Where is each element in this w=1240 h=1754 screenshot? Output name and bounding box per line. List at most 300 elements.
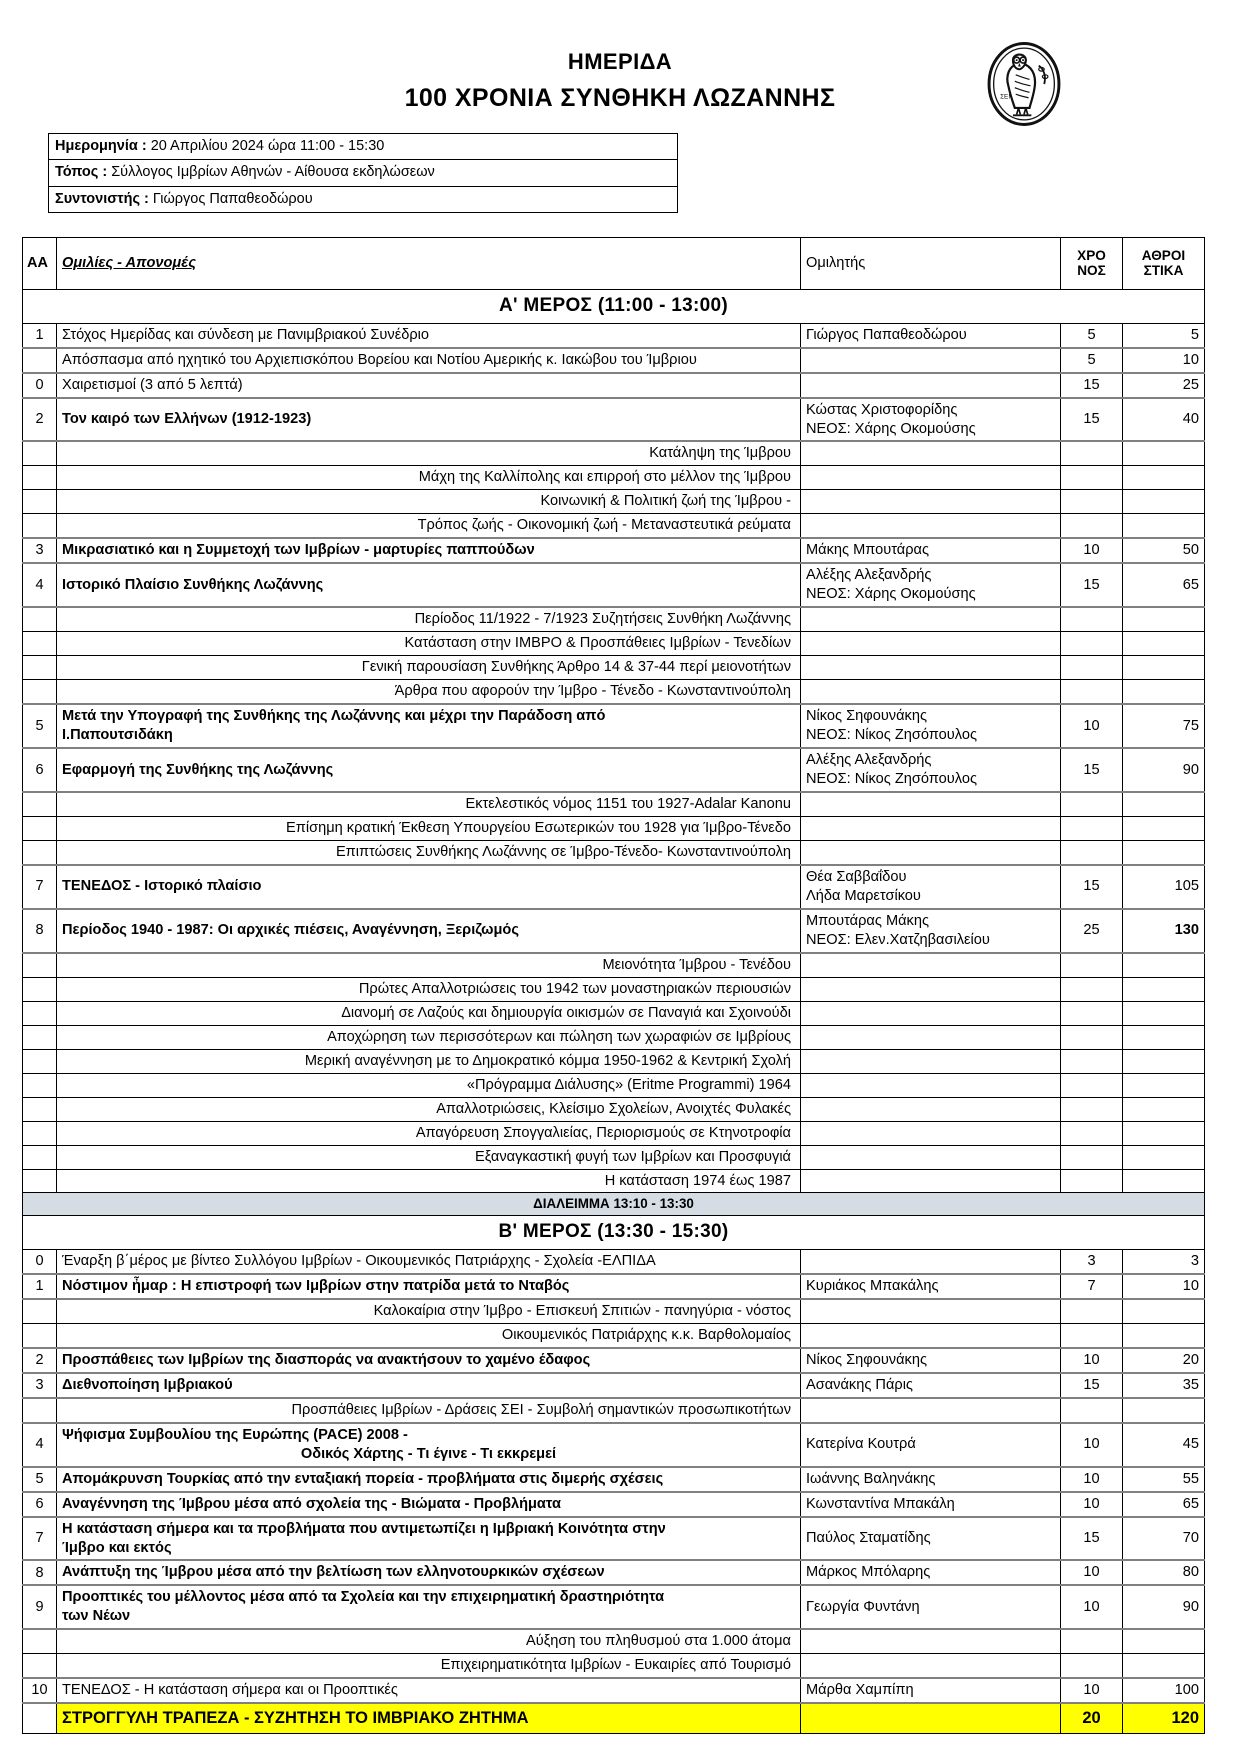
- row-cumulative: [1123, 1398, 1205, 1423]
- row-speaker-line1: Αλέξης Αλεξανδρής: [806, 752, 932, 769]
- row-cumulative: 45: [1123, 1423, 1205, 1467]
- row-cumulative: [1123, 1001, 1205, 1025]
- column-header-cumulative-line1: ΑΘΡΟΙ: [1141, 247, 1186, 263]
- row-speaker: [801, 816, 1061, 840]
- row-duration: 15: [1061, 748, 1123, 792]
- column-header-speaker: Ομιλητής: [801, 237, 1061, 289]
- table-row: [23, 1025, 1205, 1049]
- row-topic: Ανάπτυξη της Ίμβρου μέσα από την βελτίωση των ελληνοτουρκικών σχέσεων: [57, 1560, 801, 1585]
- row-number: 0: [23, 1249, 57, 1273]
- column-header-topic: [57, 237, 801, 289]
- table-row: [23, 865, 1205, 909]
- row-number: 5: [23, 1467, 57, 1492]
- info-place-value: Σύλλογος Ιμβρίων Αθηνών - Αίθουσα εκδηλώσεων: [111, 164, 435, 181]
- row-topic-sub: Αποχώρηση των περισσότερων και πώληση των χωραφιών σε Ιμβρίους: [57, 1025, 801, 1049]
- row-speaker: [801, 748, 1061, 792]
- row-speaker: Κωνσταντίνα Μπακάλη: [801, 1492, 1061, 1517]
- table-row: [23, 538, 1205, 563]
- table-row: [23, 748, 1205, 792]
- info-row-place: [49, 160, 677, 186]
- row-cumulative: 130: [1123, 909, 1205, 953]
- row-cumulative: [1123, 514, 1205, 538]
- row-cumulative: 55: [1123, 1467, 1205, 1492]
- row-speaker-line2: Λήδα Μαρετσίκου: [806, 887, 921, 904]
- row-duration: 15: [1061, 373, 1123, 398]
- row-topic-sub: «Πρόγραμμα Διάλυσης» (Eritme Programmi) 1964: [57, 1073, 801, 1097]
- row-duration: [1061, 953, 1123, 977]
- row-speaker: [801, 490, 1061, 514]
- row-topic-sub: Μάχη της Καλλίπολης και επιρροή στο μέλλον της Ίμβρου: [57, 466, 801, 490]
- row-topic-sub: Απαλλοτριώσεις, Κλείσιμο Σχολείων, Ανοιχτές Φυλακές: [57, 1097, 801, 1121]
- row-duration: [1061, 1629, 1123, 1653]
- row-speaker: [801, 441, 1061, 465]
- row-speaker: [801, 953, 1061, 977]
- row-number: 7: [23, 865, 57, 909]
- info-row-date: [49, 134, 677, 160]
- row-number: 2: [23, 1348, 57, 1373]
- row-topic-sub: Απαγόρευση Σπογγαλιείας, Περιορισμούς σε Κτηνοτροφία: [57, 1121, 801, 1145]
- owl-emblem-icon: [978, 38, 1070, 130]
- row-topic-sub: Γενική παρουσίαση Συνθήκης Άρθρο 14 & 37-44 περί μειονοτήτων: [57, 656, 801, 680]
- row-duration: [1061, 490, 1123, 514]
- row-topic-sub: Κοινωνική & Πολιτική ζωή της Ίμβρου -: [57, 490, 801, 514]
- table-row: [23, 514, 1205, 538]
- break-banner-label: ΔΙΑΛΕΙΜΜΑ 13:10 - 13:30: [23, 1193, 1205, 1215]
- row-speaker-line1: Νίκος Σηφουνάκης: [806, 708, 927, 725]
- row-number: [23, 1703, 57, 1733]
- row-duration: 15: [1061, 563, 1123, 607]
- column-header-topic-label: Ομιλίες - Απονομές: [62, 254, 196, 271]
- row-number: [23, 656, 57, 680]
- row-duration: [1061, 466, 1123, 490]
- row-speaker: [801, 865, 1061, 909]
- row-cumulative: [1123, 490, 1205, 514]
- table-row: [23, 656, 1205, 680]
- row-duration: 15: [1061, 865, 1123, 909]
- table-row: [23, 953, 1205, 977]
- row-speaker: [801, 1654, 1061, 1678]
- row-number: [23, 1001, 57, 1025]
- row-duration: [1061, 656, 1123, 680]
- row-speaker: Κυριάκος Μπακάλης: [801, 1274, 1061, 1299]
- row-topic-sub: Η κατάσταση 1974 έως 1987: [57, 1169, 801, 1193]
- row-topic: Ιστορικό Πλαίσιο Συνθήκης Λωζάννης: [57, 563, 801, 607]
- row-number: 4: [23, 1423, 57, 1467]
- row-number: [23, 1398, 57, 1423]
- column-header-cumulative: [1123, 237, 1205, 289]
- row-duration: 10: [1061, 1678, 1123, 1703]
- row-cumulative: 40: [1123, 398, 1205, 442]
- row-cumulative: [1123, 816, 1205, 840]
- table-row: [23, 1517, 1205, 1561]
- table-row: [23, 1249, 1205, 1273]
- row-speaker: [801, 1145, 1061, 1169]
- table-row: [23, 1373, 1205, 1398]
- row-speaker: [801, 680, 1061, 704]
- row-speaker: [801, 632, 1061, 656]
- row-number: 9: [23, 1585, 57, 1629]
- row-duration: [1061, 1398, 1123, 1423]
- row-topic-sub: Κατάσταση στην ΙΜΒΡΟ & Προσπάθειες Ιμβρίων - Τενεδίων: [57, 632, 801, 656]
- row-duration: 15: [1061, 1517, 1123, 1561]
- row-topic-sub: Οικουμενικός Πατριάρχης κ.κ. Βαρθολομαίος: [57, 1323, 801, 1347]
- row-duration: 10: [1061, 704, 1123, 748]
- row-number: 8: [23, 1560, 57, 1585]
- column-header-duration-line2: ΝΟΣ: [1077, 263, 1106, 279]
- row-cumulative: [1123, 1025, 1205, 1049]
- column-header-duration: [1061, 237, 1123, 289]
- table-row: [23, 1678, 1205, 1703]
- row-duration: [1061, 1049, 1123, 1073]
- row-cumulative: [1123, 792, 1205, 816]
- row-topic-line2: των Νέων: [62, 1608, 131, 1625]
- table-row: [23, 1274, 1205, 1299]
- row-number: [23, 514, 57, 538]
- row-duration: [1061, 1169, 1123, 1193]
- row-cumulative: 75: [1123, 704, 1205, 748]
- row-topic-sub: Απόσπασμα από ηχητικό του Αρχιεπισκόπου Βορείου και Νοτίου Αμερικής κ. Ιακώβου του Ίμβριου: [57, 348, 801, 373]
- row-speaker: [801, 373, 1061, 398]
- table-row: [23, 1323, 1205, 1347]
- row-speaker-line1: Αλέξης Αλεξανδρής: [806, 567, 932, 584]
- row-speaker: [801, 656, 1061, 680]
- row-topic: ΣΤΡΟΓΓΥΛΗ ΤΡΑΠΕΖΑ - ΣΥΖΗΤΗΣΗ ΤΟ ΙΜΒΡΙΑΚΟ ΖΗΤΗΜΑ: [57, 1703, 801, 1733]
- row-cumulative: 80: [1123, 1560, 1205, 1585]
- row-cumulative: [1123, 1654, 1205, 1678]
- row-speaker: [801, 607, 1061, 631]
- row-number: 4: [23, 563, 57, 607]
- row-speaker: [801, 1323, 1061, 1347]
- row-cumulative: 10: [1123, 348, 1205, 373]
- table-row: [23, 1121, 1205, 1145]
- table-row: [23, 840, 1205, 864]
- row-speaker: [801, 840, 1061, 864]
- section-banner-label: Α' ΜΕΡΟΣ (11:00 - 13:00): [23, 289, 1205, 323]
- section-banner-row: [23, 289, 1205, 323]
- info-row-host: [49, 187, 677, 212]
- event-title-sub: 100 ΧΡΟΝΙΑ ΣΥΝΘΗΚΗ ΛΩΖΑΝΝΗΣ: [404, 83, 836, 112]
- row-topic: Νόστιμον ἦμαρ : Η επιστροφή των Ιμβρίων στην πατρίδα μετά το Νταβός: [57, 1274, 801, 1299]
- table-row: [23, 1169, 1205, 1193]
- table-row: [23, 607, 1205, 631]
- row-topic-sub: Αύξηση του πληθυσμού στα 1.000 άτομα: [57, 1629, 801, 1653]
- row-number: [23, 1145, 57, 1169]
- row-speaker: Μάρθα Χαμπίπη: [801, 1678, 1061, 1703]
- table-row: [23, 348, 1205, 373]
- row-cumulative: [1123, 1097, 1205, 1121]
- table-row: [23, 563, 1205, 607]
- table-row: [23, 632, 1205, 656]
- table-row: [23, 1585, 1205, 1629]
- row-duration: [1061, 977, 1123, 1001]
- row-cumulative: [1123, 1121, 1205, 1145]
- table-row: [23, 1073, 1205, 1097]
- row-speaker: Γιώργος Παπαθεοδώρου: [801, 323, 1061, 347]
- row-speaker: Μάρκος Μπόλαρης: [801, 1560, 1061, 1585]
- row-topic-line1: Μετά την Υπογραφή της Συνθήκης της Λωζάννης και μέχρι την Παράδοση από: [62, 708, 606, 725]
- row-topic-sub: Περίοδος 11/1922 - 7/1923 Συζητήσεις Συνθήκη Λωζάννης: [57, 607, 801, 631]
- row-cumulative: [1123, 1145, 1205, 1169]
- row-speaker-line2: ΝΕΟΣ: Χάρης Οκομούσης: [806, 586, 976, 603]
- column-header-cumulative-line2: ΣΤΙΚΑ: [1143, 263, 1184, 279]
- row-speaker-line2: ΝΕΟΣ: Νίκος Ζησόπουλος: [806, 771, 977, 788]
- row-speaker: Μάκης Μπουτάρας: [801, 538, 1061, 563]
- table-row: [23, 373, 1205, 398]
- row-cumulative: 100: [1123, 1678, 1205, 1703]
- column-header-duration-line1: ΧΡΟ: [1077, 247, 1106, 263]
- row-cumulative: [1123, 1049, 1205, 1073]
- row-speaker: [801, 1049, 1061, 1073]
- row-speaker-line1: Παύλος Σταματίδης: [806, 1530, 931, 1547]
- row-speaker-line2: ΝΕΟΣ: Χάρης Οκομούσης: [806, 420, 976, 437]
- row-speaker: Ιωάννης Βαληνάκης: [801, 1467, 1061, 1492]
- table-row: [23, 441, 1205, 465]
- row-number: [23, 607, 57, 631]
- row-topic-sub: Επιχειρηματικότητα Ιμβρίων - Ευκαιρίες από Τουρισμό: [57, 1654, 801, 1678]
- row-speaker: [801, 1629, 1061, 1653]
- row-cumulative: [1123, 953, 1205, 977]
- row-topic-sub: Κατάληψη της Ίμβρου: [57, 441, 801, 465]
- row-topic: ΤΕΝΕΔΟΣ - Η κατάσταση σήμερα και οι Προοπτικές: [57, 1678, 801, 1703]
- row-speaker: [801, 1169, 1061, 1193]
- table-row: [23, 909, 1205, 953]
- section-banner-row: [23, 1215, 1205, 1249]
- row-cumulative: 35: [1123, 1373, 1205, 1398]
- row-topic: Εφαρμογή της Συνθήκης της Λωζάννης: [57, 748, 801, 792]
- row-cumulative: 65: [1123, 563, 1205, 607]
- row-speaker-line2: ΝΕΟΣ: Ελεν.Χατζηβασιλείου: [806, 931, 990, 948]
- row-topic: [57, 704, 801, 748]
- row-topic-sub: Μερική αναγέννηση με το Δημοκρατικό κόμμα 1950-1962 & Κεντρική Σχολή: [57, 1049, 801, 1073]
- row-speaker: [801, 909, 1061, 953]
- row-number: [23, 441, 57, 465]
- table-row: [23, 1097, 1205, 1121]
- row-number: 3: [23, 538, 57, 563]
- row-duration: [1061, 1323, 1123, 1347]
- row-duration: 10: [1061, 1492, 1123, 1517]
- row-number: [23, 632, 57, 656]
- row-duration: 7: [1061, 1274, 1123, 1299]
- row-cumulative: 25: [1123, 373, 1205, 398]
- row-number: [23, 953, 57, 977]
- row-cumulative: [1123, 466, 1205, 490]
- table-row: [23, 466, 1205, 490]
- table-row: [23, 1299, 1205, 1323]
- row-duration: [1061, 632, 1123, 656]
- row-topic: [57, 1423, 801, 1467]
- row-cumulative: [1123, 607, 1205, 631]
- row-number: [23, 1049, 57, 1073]
- table-row: [23, 323, 1205, 347]
- row-topic: Αναγέννηση της Ίμβρου μέσα από σχολεία της - Βιώματα - Προβλήματα: [57, 1492, 801, 1517]
- row-cumulative: [1123, 1629, 1205, 1653]
- row-cumulative: [1123, 840, 1205, 864]
- row-speaker: [801, 1097, 1061, 1121]
- row-speaker: [801, 1001, 1061, 1025]
- schedule-table-body: [23, 237, 1205, 1733]
- table-row: [23, 1492, 1205, 1517]
- row-speaker: [801, 1585, 1061, 1629]
- row-number: [23, 977, 57, 1001]
- row-duration: 15: [1061, 398, 1123, 442]
- row-speaker: [801, 792, 1061, 816]
- row-number: [23, 680, 57, 704]
- highlighted-row: [23, 1703, 1205, 1733]
- row-number: 2: [23, 398, 57, 442]
- row-topic: [57, 1585, 801, 1629]
- row-speaker: Νίκος Σηφουνάκης: [801, 1348, 1061, 1373]
- row-speaker: [801, 1517, 1061, 1561]
- table-row: [23, 1467, 1205, 1492]
- row-cumulative: 50: [1123, 538, 1205, 563]
- row-speaker-line1: Γεωργία Φυντάνη: [806, 1598, 920, 1615]
- column-header-aa: ΑΑ: [23, 237, 57, 289]
- row-duration: [1061, 816, 1123, 840]
- table-row: [23, 1001, 1205, 1025]
- info-date-value: 20 Απριλίου 2024 ώρα 11:00 - 15:30: [150, 138, 385, 155]
- table-row: [23, 704, 1205, 748]
- schedule-table-wrapper: [22, 237, 1204, 1734]
- row-speaker: Κατερίνα Κουτρά: [801, 1423, 1061, 1467]
- info-date-label: Ημερομηνία :: [55, 138, 147, 155]
- row-speaker: [801, 563, 1061, 607]
- section-banner-label: Β' ΜΕΡΟΣ (13:30 - 15:30): [23, 1215, 1205, 1249]
- row-speaker: [801, 398, 1061, 442]
- row-topic-sub: Επίσημη κρατική Έκθεση Υπουργείου Εσωτερικών του 1928 για Ίμβρο-Τένεδο: [57, 816, 801, 840]
- row-cumulative: 5: [1123, 323, 1205, 347]
- table-row: [23, 1654, 1205, 1678]
- row-topic-sub: Εκτελεστικός νόμος 1151 του 1927-Adalar Kanonu: [57, 792, 801, 816]
- row-topic-sub: Διανομή σε Λαζούς και δημιουργία οικισμών σε Παναγιά και Σχοινούδι: [57, 1001, 801, 1025]
- row-duration: 20: [1061, 1703, 1123, 1733]
- row-topic: Μικρασιατικό και η Συμμετοχή των Ιμβρίων - μαρτυρίες παππούδων: [57, 538, 801, 563]
- row-speaker-line2: ΝΕΟΣ: Νίκος Ζησόπουλος: [806, 727, 977, 744]
- break-banner-row: [23, 1193, 1205, 1215]
- table-row: [23, 1560, 1205, 1585]
- row-duration: 15: [1061, 1373, 1123, 1398]
- row-speaker: [801, 466, 1061, 490]
- row-speaker: [801, 704, 1061, 748]
- row-topic-line1: Η κατάσταση σήμερα και τα προβλήματα που αντιμετωπίζει η Ιμβριακή Κοινότητα στην: [62, 1520, 666, 1537]
- row-duration: [1061, 680, 1123, 704]
- row-number: 8: [23, 909, 57, 953]
- row-topic-sub: Πρώτες Απαλλοτριώσεις του 1942 των μοναστηριακών περιουσιών: [57, 977, 801, 1001]
- row-number: [23, 1629, 57, 1653]
- row-cumulative: [1123, 441, 1205, 465]
- row-number: 10: [23, 1678, 57, 1703]
- row-number: [23, 1654, 57, 1678]
- info-place-label: Τόπος :: [55, 164, 108, 181]
- table-row: [23, 1348, 1205, 1373]
- row-number: 3: [23, 1373, 57, 1398]
- row-cumulative: 70: [1123, 1517, 1205, 1561]
- row-cumulative: [1123, 1169, 1205, 1193]
- row-cumulative: 65: [1123, 1492, 1205, 1517]
- row-duration: [1061, 1299, 1123, 1323]
- row-duration: [1061, 441, 1123, 465]
- row-topic: Στόχος Ημερίδας και σύνδεση με Πανιμβριακού Συνέδριο: [57, 323, 801, 347]
- row-cumulative: [1123, 656, 1205, 680]
- table-row: [23, 398, 1205, 442]
- row-duration: 5: [1061, 348, 1123, 373]
- row-duration: [1061, 840, 1123, 864]
- row-number: [23, 1169, 57, 1193]
- document-header: [0, 0, 1240, 115]
- row-speaker: [801, 1299, 1061, 1323]
- row-speaker-line1: Κώστας Χριστοφορίδης: [806, 401, 958, 418]
- row-number: 6: [23, 748, 57, 792]
- row-duration: 10: [1061, 1348, 1123, 1373]
- row-speaker: [801, 1703, 1061, 1733]
- row-topic-sub: Προσπάθειες Ιμβρίων - Δράσεις ΣΕΙ - Συμβολή σημαντικών προσωπικοτήτων: [57, 1398, 801, 1423]
- row-number: 6: [23, 1492, 57, 1517]
- row-number: [23, 490, 57, 514]
- row-cumulative: 120: [1123, 1703, 1205, 1733]
- row-number: [23, 1025, 57, 1049]
- row-topic-sub: Μειονότητα Ίμβρου - Τενέδου: [57, 953, 801, 977]
- row-number: 1: [23, 323, 57, 347]
- row-topic: Έναρξη β΄μέρος με βίντεο Συλλόγου Ιμβρίων - Οικουμενικός Πατριάρχης - Σχολεία -ΕΛΠΙΔΑ: [57, 1249, 801, 1273]
- row-duration: 10: [1061, 1585, 1123, 1629]
- row-cumulative: 90: [1123, 1585, 1205, 1629]
- row-number: [23, 348, 57, 373]
- table-row: [23, 1049, 1205, 1073]
- row-speaker: [801, 514, 1061, 538]
- row-topic-sub: Επιπτώσεις Συνθήκης Λωζάννης σε Ίμβρο-Τένεδο- Κωνσταντινούπολη: [57, 840, 801, 864]
- row-topic-sub: Τρόπος ζωής - Οικονομική ζωή - Μεταναστευτικά ρεύματα: [57, 514, 801, 538]
- row-cumulative: [1123, 1323, 1205, 1347]
- row-cumulative: 20: [1123, 1348, 1205, 1373]
- row-topic: ΤΕΝΕΔΟΣ - Ιστορικό πλαίσιο: [57, 865, 801, 909]
- row-number: 1: [23, 1274, 57, 1299]
- row-duration: 10: [1061, 538, 1123, 563]
- row-topic-line2: Ι.Παπουτσιδάκη: [62, 727, 173, 744]
- table-row: [23, 680, 1205, 704]
- row-duration: 5: [1061, 323, 1123, 347]
- row-cumulative: [1123, 1299, 1205, 1323]
- row-speaker-line1: Μπουτάρας Μάκης: [806, 912, 929, 929]
- row-duration: [1061, 514, 1123, 538]
- row-duration: 3: [1061, 1249, 1123, 1273]
- row-speaker: [801, 1398, 1061, 1423]
- row-cumulative: 105: [1123, 865, 1205, 909]
- row-cumulative: [1123, 680, 1205, 704]
- row-duration: [1061, 1001, 1123, 1025]
- row-number: [23, 1323, 57, 1347]
- row-topic: Περίοδος 1940 - 1987: Οι αρχικές πιέσεις, Αναγέννηση, Ξεριζωμός: [57, 909, 801, 953]
- info-host-label: Συντονιστής :: [55, 190, 149, 207]
- row-duration: [1061, 1121, 1123, 1145]
- table-row: [23, 1145, 1205, 1169]
- row-duration: 10: [1061, 1560, 1123, 1585]
- row-number: [23, 466, 57, 490]
- row-speaker: [801, 1249, 1061, 1273]
- table-row: [23, 792, 1205, 816]
- row-topic-sub: Εξαναγκαστική φυγή των Ιμβρίων και Προσφυγιά: [57, 1145, 801, 1169]
- row-cumulative: 10: [1123, 1274, 1205, 1299]
- table-row: [23, 1629, 1205, 1653]
- row-number: [23, 792, 57, 816]
- table-row: [23, 977, 1205, 1001]
- row-speaker: Ασανάκης Πάρις: [801, 1373, 1061, 1398]
- schedule-table: [22, 237, 1205, 1734]
- row-topic-line1: Προοπτικές του μέλλοντος μέσα από τα Σχολεία και την επιχειρηματική δραστηριότητα: [62, 1589, 665, 1606]
- row-duration: 10: [1061, 1467, 1123, 1492]
- row-number: [23, 840, 57, 864]
- row-number: 7: [23, 1517, 57, 1561]
- row-speaker: [801, 348, 1061, 373]
- row-duration: 10: [1061, 1423, 1123, 1467]
